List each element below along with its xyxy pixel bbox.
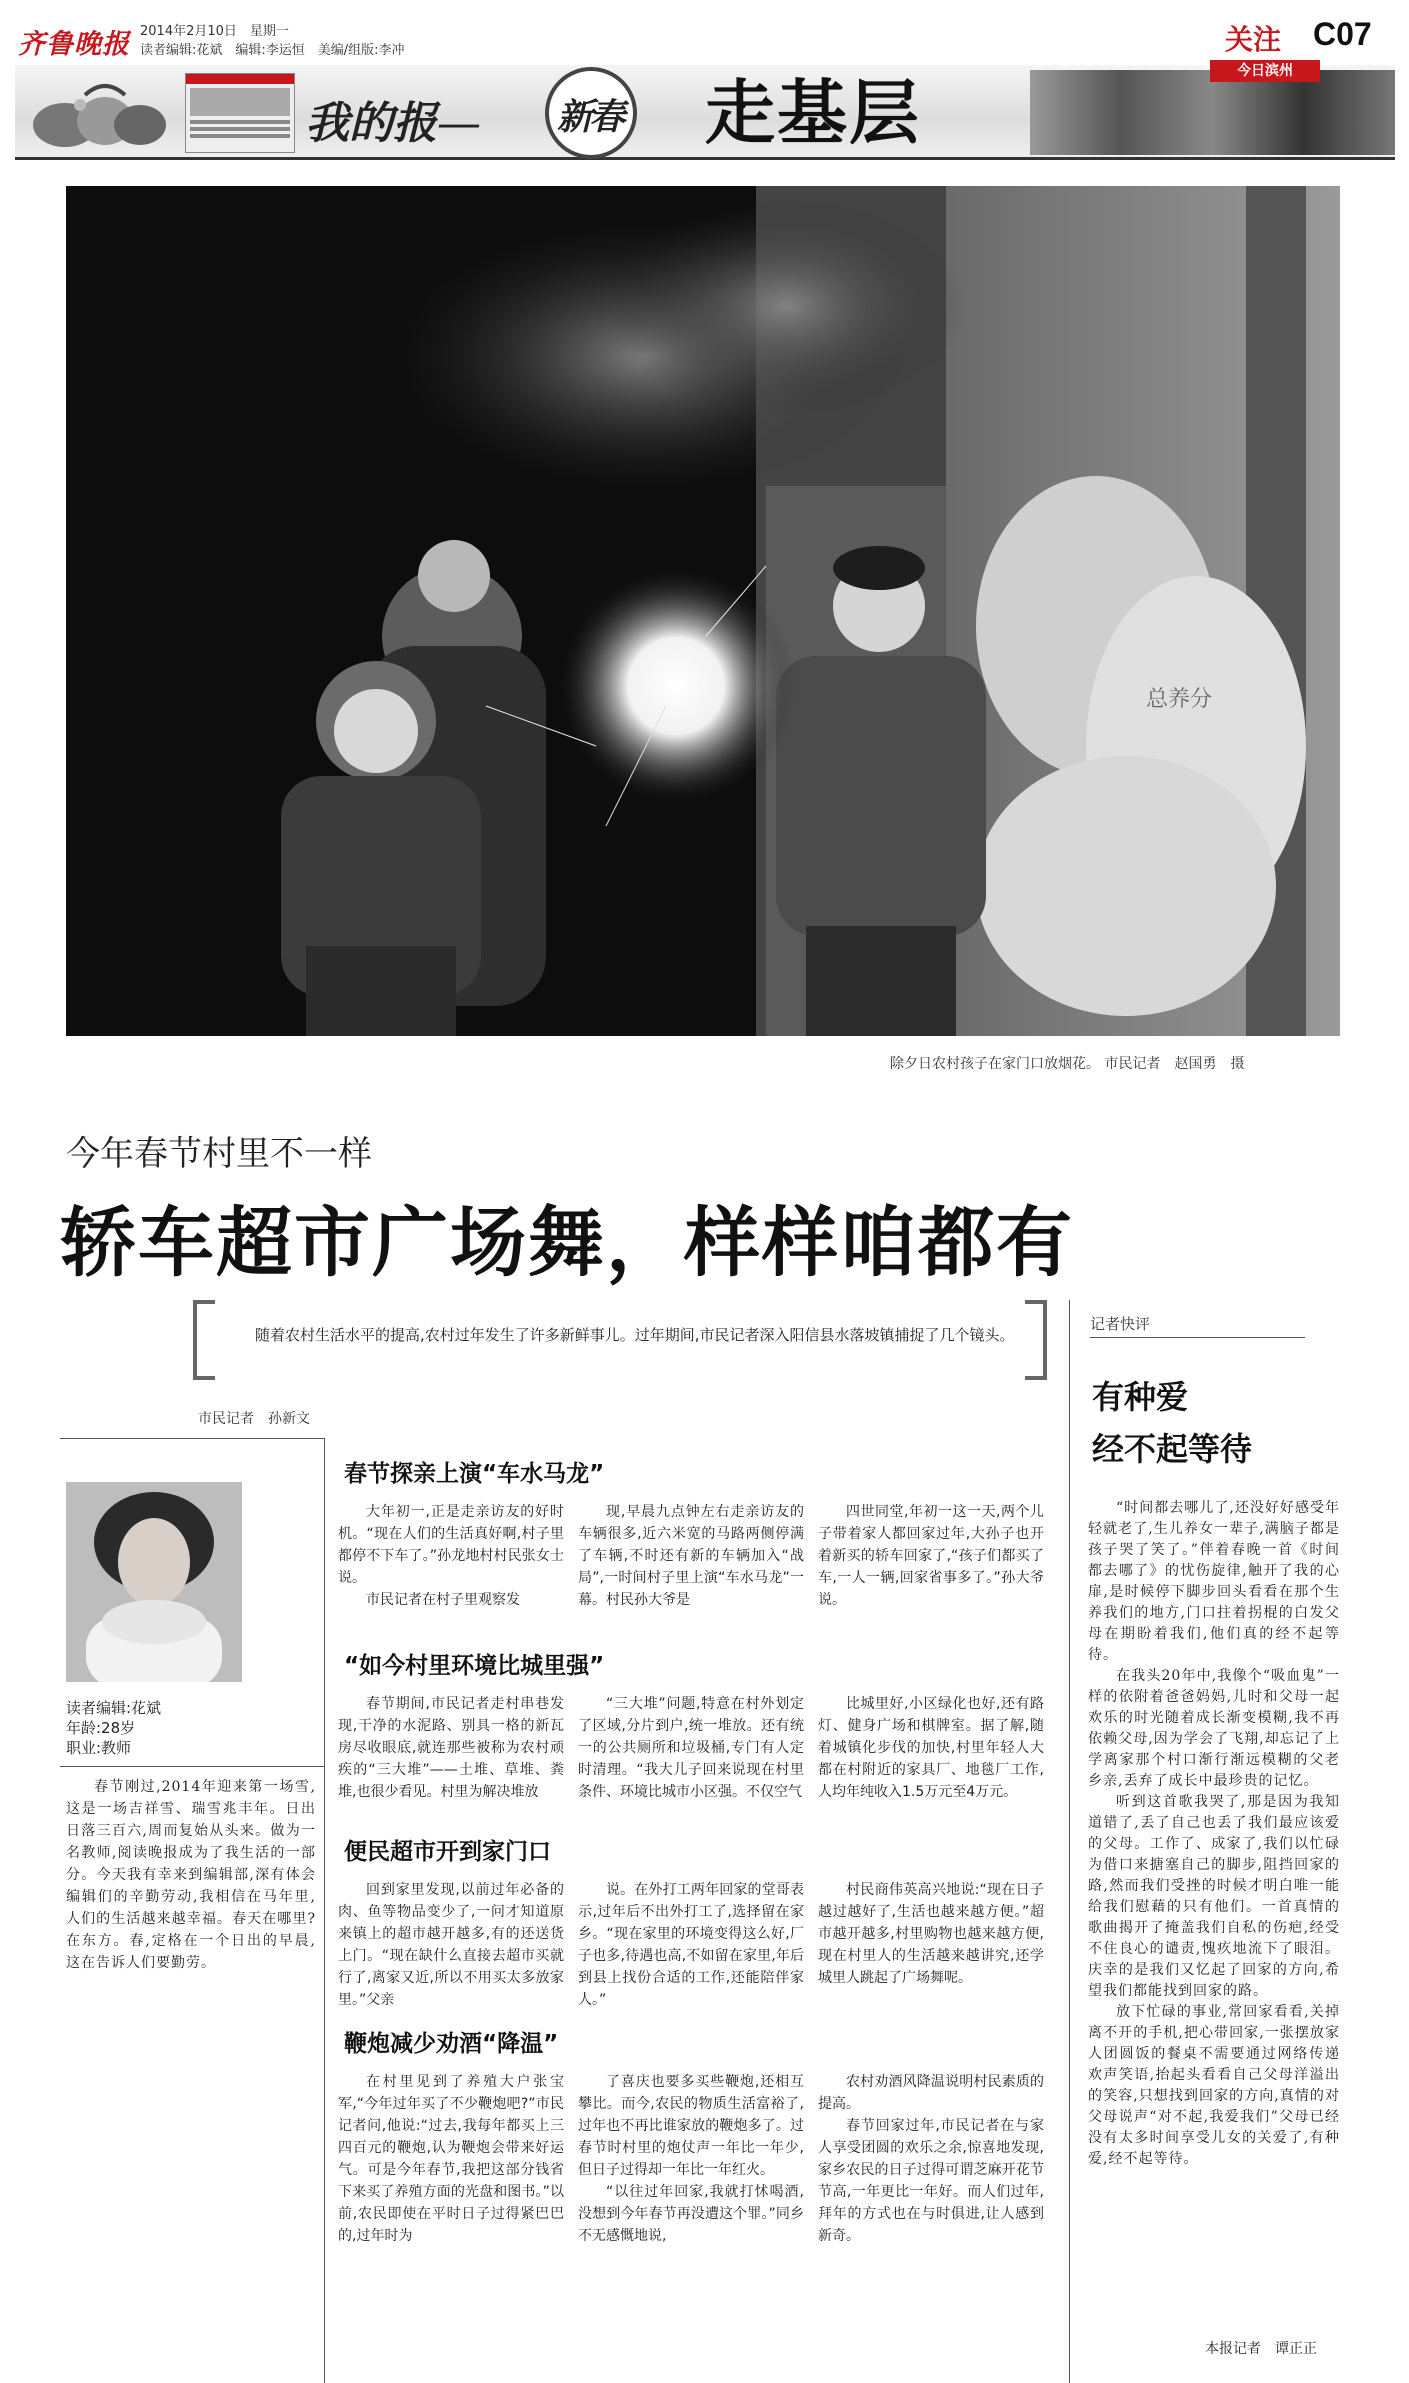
section-label: 关注 [1225,23,1282,56]
commentary-title-1: 有种爱 [1092,1378,1189,1416]
reader-essay [66,1776,316,1974]
commentary-byline: 本报记者 谭正正 [1205,2341,1317,2357]
section-column [818,1693,1044,1843]
editor-age: 年龄:28岁 [66,1719,136,1737]
section-column [818,1879,1044,2029]
section-column [578,1693,804,1843]
commentary-title-2: 经不起等待 [1092,1430,1253,1468]
left-divider-top [60,1438,324,1439]
reader-editor-info [66,1698,161,1758]
main-headline: 轿车超市广场舞，样样咱都有 [60,1198,1074,1287]
slogan-grassroots: 走基层 [705,71,921,154]
body-paragraph: 在村里见到了养殖大户张宝军,“今年过年买了不少鞭炮吧?”市民记者问,他说:“过去,我每年都买上三四百元的鞭炮,认为鞭炮会带来好运气。可是今年春节,我把这部分钱省下来买了养殖方面的光盘和图书。”以前,农民即使在平时日子过得紧巴巴的,过年时为 [338,2074,564,2244]
commentary-paragraph: 放下忙碌的事业,常回家看看,关掉离不开的手机,把心带回家,一张摆放家人团圆饭的餐桌不需要通过网络传递欢声笑语,抬起头看看自己父母洋溢出的笑容,只想找到回家的方向,真情的对父母说声“对不起,我爱我们”父母已经没有太多时间享受儿女的关爱了,有种爱,经不起等待。 [1088,2004,1340,2167]
article-section [338,2025,1058,2371]
section-column [578,1501,804,1651]
article-section [338,1455,1058,1661]
section-column [818,1501,1044,1651]
zodiac-illustration [25,75,175,155]
section-column [578,2071,804,2361]
body-paragraph: “以往过年回家,我就打怵喝酒,没想到今年春节再没遭这个罪。”同乡不无感慨地说, [578,2184,804,2244]
editor-name: 读者编辑:花斌 [66,1699,162,1717]
body-paragraph: 了喜庆也要多买些鞭炮,还相互攀比。而今,农民的物质生活富裕了,过年也不再比谁家放的鞭炮多了。过春节时村里的炮仗声一年比一年少,但日子过得却一年比一年红火。 [578,2074,804,2178]
sections-container [338,1455,1058,2375]
sub-section-label: 今日滨州 [1210,60,1320,82]
section-column [338,2071,564,2361]
body-paragraph: 现,早晨九点钟左右走亲访友的车辆很多,近六米宽的马路两侧停满了车辆,不时还有新的车辆加入“战局”,一时间村子里上演“车水马龙”一幕。村民孙大爷是 [578,1504,804,1608]
section-heading: “如今村里环境比城里强” [344,1653,605,1679]
body-paragraph: 比城里好,小区绿化也好,还有路灯、健身广场和棋牌室。据了解,随着城镇化步伐的加快,村里年轻人大都在村附近的家具厂、地毯厂工作,人均年纯收入1.5万元至4万元。 [818,1696,1044,1800]
commentary-paragraph: 听到这首歌我哭了,那是因为我知道错了,丢了自己也丢了我们最应该爱的父母。工作了、成家了,我们以忙碌为借口来搪塞自己的脚步,阻挡回家的路,然而我们受挫的时候才明白唯一能给我们慰藉的只有他们。一首真情的歌曲揭开了掩盖我们自私的伤疤,经受不住良心的谴责,愧疚地流下了眼泪。庆幸的是我们又忆起了回家的方向,希望我们都能找到回家的路。 [1088,1794,1340,1999]
body-paragraph: 春节期间,市民记者走村串巷发现,干净的水泥路、别具一格的新瓦房尽收眼底,就连那些被称为农村顽疾的“三大堆”——土堆、草堆、粪堆,也很少看见。村里为解决堆放 [338,1696,564,1800]
section-heading: 便民超市开到家门口 [344,1839,551,1865]
body-paragraph: 回到家里发现,以前过年必备的肉、鱼等物品变少了,一问才知道原来镇上的超市越开越多,有的还送货上门。“现在缺什么直接去超市买就行了,离家又近,所以不用买太多放家里。”父亲 [338,1882,564,2008]
commentary-paragraph: 在我头20年中,我像个“吸血鬼”一样的依附着爸爸妈妈,儿时和父母一起欢乐的时光随着成长渐变模糊,我不再依赖父母,因为学会了飞翔,却忘记了上学离家那个村口渐行渐远模糊的父老乡亲,丢弃了成长中最珍贵的记忆。 [1088,1668,1340,1789]
bag-label: 总养分 [1146,687,1213,712]
right-column-rule [1069,1300,1070,2383]
commentary-label: 记者快评 [1090,1313,1305,1338]
section-column [818,2071,1044,2361]
section-column [578,1879,804,2029]
date-line: 2014年2月10日 星期一 [140,24,289,39]
masthead-banner [15,65,1395,160]
article-section [338,1833,1058,2039]
page-number: C07 [1313,16,1372,52]
body-paragraph: 村民商伟英高兴地说:“现在日子越过越好了,生活也越来越方便。”超市越开越多,村里购物也越来越方便,现在村里人的生活越来越讲究,还学城里人跳起了广场舞呢。 [818,1882,1044,1986]
intro-text [225,1323,1015,1347]
body-paragraph: “三大堆”问题,特意在村外划定了区域,分片到户,统一堆放。还有统一的公共厕所和垃圾桶,专门有人定时清理。“我大儿子回来说现在村里条件、环境比城市小区强。不仅空气 [578,1696,804,1800]
photo-caption: 除夕日农村孩子在家门口放烟花。 市民记者 赵国勇 摄 [890,1056,1245,1072]
slogan-text-1: 我的报 [305,98,437,149]
reader-essay-text: 春节刚过,2014年迎来第一场雪,这是一场吉祥雪、瑞雪兆丰年。日出日落三百六,周而复始从头来。做为一名教师,阅读晚报成为了我生活的一部分。今天我有幸来到编辑部,深有体会编辑们的辛勤劳动,我相信在马年里,人们的生活越来越幸福。春天在哪里?在东方。春,定格在一个日出的早晨,这在告诉人们要勤劳。 [66,1779,316,1971]
slogan-my-paper: 我的报— [305,98,481,149]
left-column-rule [324,1438,325,2383]
main-photo [66,186,1340,1036]
reader-editor-photo [66,1482,242,1682]
new-spring-text: 新春 [557,96,622,138]
section-column [338,1693,564,1843]
editor-job: 职业:教师 [66,1739,132,1757]
article-section [338,1647,1058,1853]
body-paragraph: 大年初一,正是走亲访友的好时机。“现在人们的生活真好啊,村子里都停不下车了。”孙龙地村村民张女士说。 [338,1504,564,1586]
body-paragraph: 说。在外打工两年回家的堂哥表示,过年后不出外打工了,选择留在家乡。“现在家里的环境变得这么好,厂子也多,待遇也高,不如留在家里,年后到县上找份合适的工作,还能陪伴家人。” [578,1882,804,2008]
body-paragraph: 四世同堂,年初一这一天,两个儿子带着家人都回家过年,大孙子也开着新买的轿车回家了,“孩子们都买了车,一人一辆,回家省事多了。”孙大爷说。 [818,1504,1044,1608]
commentary-body [1088,1498,1340,2170]
masthead-photo-strip [1030,70,1395,155]
masthead [0,0,1409,165]
section-heading: 春节探亲上演“车水马龙” [344,1461,605,1487]
body-paragraph: 市民记者在村子里观察发 [366,1592,520,1608]
commentary-paragraph: “时间都去哪儿了,还没好好感受年轻就老了,生儿养女一辈子,满脑子都是孩子哭了笑了。”伴着春晚一首《时间都去哪了》的忧伤旋律,触开了我的心扉,是时候停下脚步回头看看在那个生养我们的地方,门口拄着拐棍的白发父母在期盼着我们,他们真的经不起等待。 [1088,1500,1340,1663]
kicker: 今年春节村里不一样 [66,1134,372,1174]
intro-bracket-left [193,1300,215,1380]
new-spring-stamp [545,67,637,159]
intro-paragraph: 随着农村生活水平的提高,农村过年发生了许多新鲜事儿。过年期间,市民记者深入阳信县水落坡镇捕捉了几个镜头。 [255,1326,1015,1344]
left-divider-mid [60,1766,324,1767]
section-heading: 鞭炮减少劝酒“降温” [344,2031,559,2057]
body-paragraph: 春节回家过年,市民记者在与家人享受团圆的欢乐之余,惊喜地发现,家乡农民的日子过得可谓芝麻开花节节高,一年更比一年好。而人们过年,拜年的方式也在与时俱进,让人感到新奇。 [818,2118,1044,2244]
newspaper-thumbnail [185,73,295,153]
section-column [338,1879,564,2029]
body-paragraph: 农村劝酒风降温说明村民素质的提高。 [818,2074,1044,2112]
intro-bracket-right [1025,1300,1047,1380]
byline: 市民记者 孙新文 [198,1411,310,1427]
paper-logo: 齐鲁晚报 [18,29,130,60]
section-column [338,1501,564,1651]
editors-line: 读者编辑:花斌 编辑:李运恒 美编/组版:李冲 [140,43,405,58]
